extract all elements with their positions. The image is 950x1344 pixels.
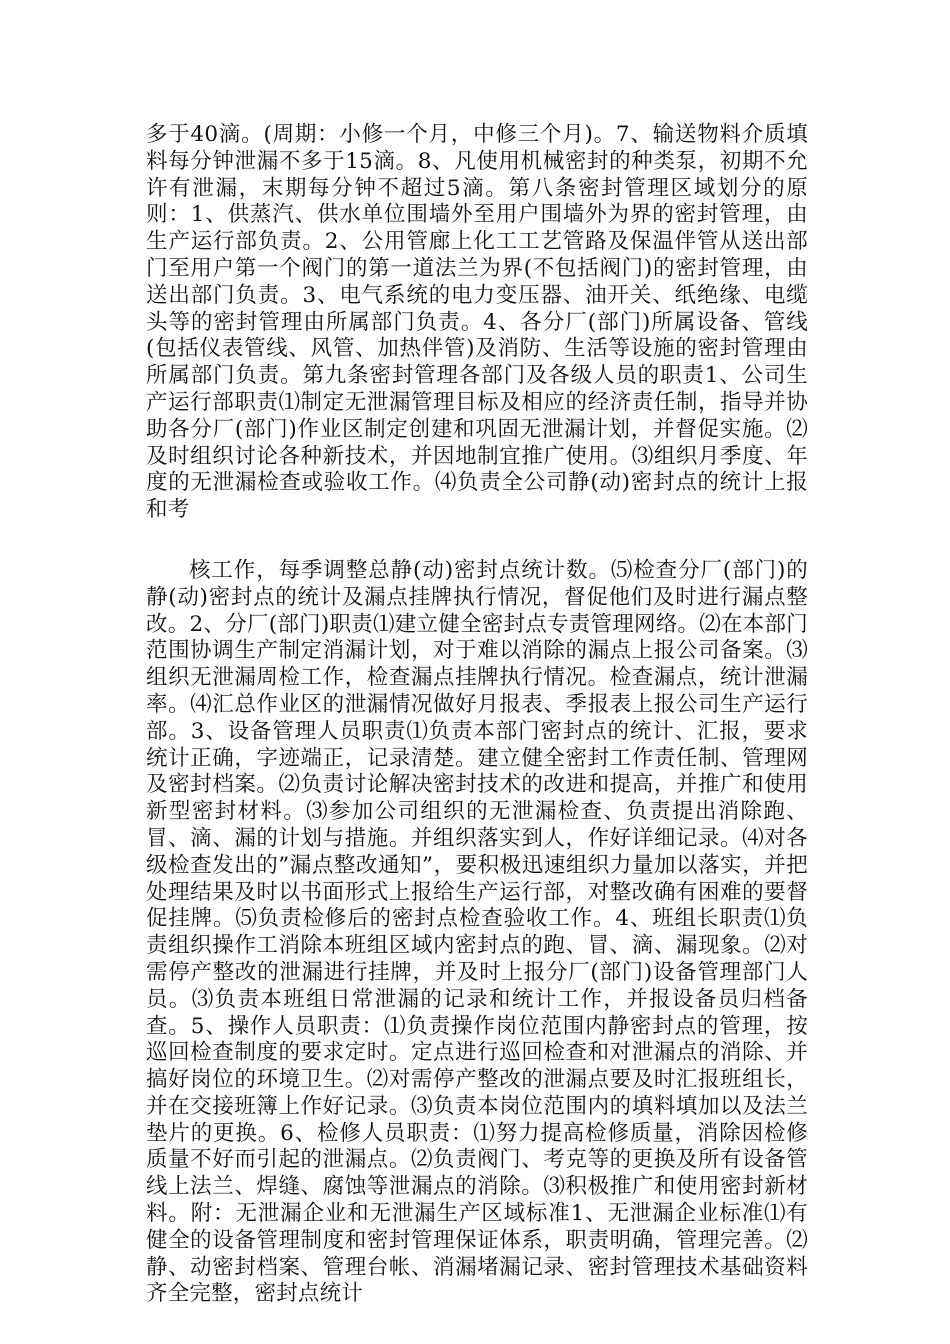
body-paragraph-2: 核工作，每季调整总静(动)密封点统计数。⑸检查分厂(部门)的静(动)密封点的统计及漏点挂牌执行情况，督促他们及时进行漏点整改。2、分厂(部门)职责⑴建立健全密封点专责管理网络。⑵在本部门范围协调生产制定消漏计划，对于难以消除的漏点上报公司备案。⑶组织无泄漏周检工作，检查漏点挂牌执行情况。检查漏点，统计泄漏率。⑷汇总作业区的泄漏情况做好月报表、季报表上报公司生产运行部。3、设备管理人员职责⑴负责本部门密封点的统计、汇报，要求统计正确，字迹端正，记录清楚。建立健全密封工作责任制、管理网及密封档案。⑵负责讨论解决密封技术的改进和提高，并推广和使用新型密封材料。⑶参加公司组织的无泄漏检查、负责提出消除跑、冒、滴、漏的计划与措施。并组织落实到人，作好详细记录。⑷对各级检查发出的”漏点整改通知”，要积极迅速组织力量加以落实，并把处理结果及时以书面形式上报给生产运行部，对整改确有困难的要督促挂牌。⑸负责检修后的密封点检查验收工作。4、班组长职责⑴负责组织操作工消除本班组区域内密封点的跑、冒、滴、漏现象。⑵对需停产整改的泄漏进行挂牌，并及时上报分厂(部门)设备管理部门人员。⑶负责本班组日常泄漏的记录和统计工作，并报设备员归档备查。5、操作人员职责：⑴负责操作岗位范围内静密封点的管理，按巡回检查制度的要求定时。定点进行巡回检查和对泄漏点的消除、并搞好岗位的环境卫生。⑵对需停产整改的泄漏点要及时汇报班组长，并在交接班簿上作好记录。⑶负责本岗位范围内的填料填加以及法兰垫片的更换。6、检修人员职责：⑴努力提高检修质量，消除因检修质量不好而引起的泄漏点。⑵负责阀门、考克等的更换及所有设备管线上法兰、焊缝、腐蚀等泄漏点的消除。⑶积极推广和使用密封新材料。附：无泄漏企业和无泄漏生产区域标准1、无泄漏企业标准⑴有健全的设备管理制度和密封管理保证体系，职责明确，管理完善。⑵静、动密封档案、管理台帐、消漏堵漏记录、密封管理技术基础资料齐全完整，密封点统计 bbox=[146, 557, 808, 1307]
document-page bbox=[146, 122, 808, 1308]
body-paragraph-1: 多于40滴。(周期：小修一个月，中修三个月)。7、输送物料介质填料每分钟泄漏不多于15滴。8、凡使用机械密封的种类泵，初期不允许有泄漏，末期每分钟不超过5滴。第八条密封管理区域划分的原则：1、供蒸汽、供水单位围墙外至用户围墙外为界的密封管理，由生产运行部负责。2、公用管廊上化工工艺管路及保温伴管从送出部门至用户第一个阀门的第一道法兰为界(不包括阀门)的密封管理，由送出部门负责。3、电气系统的电力变压器、油开关、纸绝缘、电缆头等的密封管理由所属部门负责。4、各分厂(部门)所属设备、管线(包括仪表管线、风管、加热伴管)及消防、生活等设施的密封管理由所属部门负责。第九条密封管理各部门及各级人员的职责1、公司生产运行部职责⑴制定无泄漏管理目标及相应的经济责任制，指导并协助各分厂(部门)作业区制定创建和巩固无泄漏计划，并督促实施。⑵及时组织讨论各种新技术，并因地制宜推广使用。⑶组织月季度、年度的无泄漏检查或验收工作。⑷负责全公司静(动)密封点的统计上报和考 bbox=[146, 122, 808, 523]
